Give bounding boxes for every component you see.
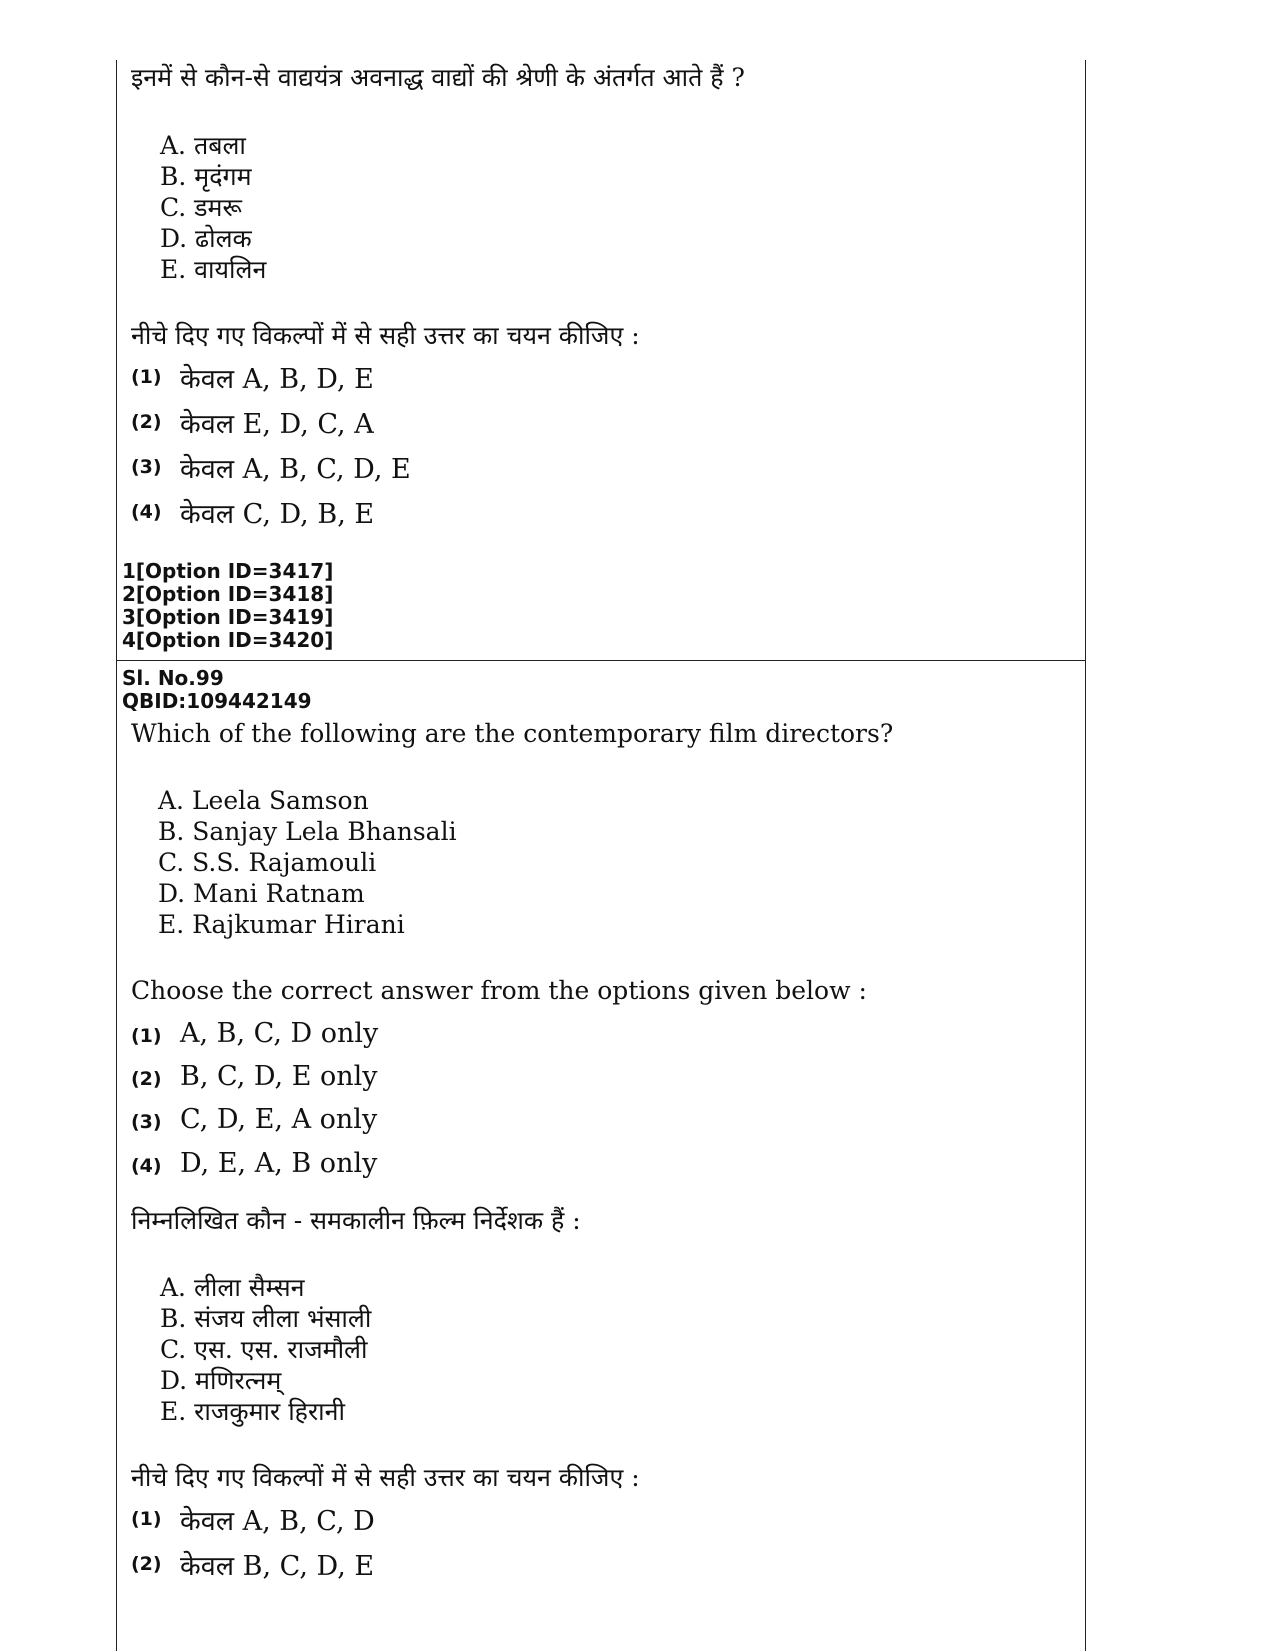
question-meta [122,667,312,713]
list-item: B. Sanjay Lela Bhansali [158,817,457,846]
option-number: (1) [131,366,162,388]
option-number: (1) [131,1508,162,1530]
option-number: (3) [131,456,162,478]
question-text-hindi: इनमें से कौन-से वाद्ययंत्र अवनाद्ध वाद्यों की श्रेणी के अंतर्गत आते हैं ? [131,63,745,92]
serial-number: Sl. No.99 [122,666,224,690]
list-item: A. तबला [160,131,246,160]
list-item: B. मृदंगम [160,162,252,191]
option-text[interactable]: केवल A, B, D, E [180,364,374,395]
option-text[interactable]: D, E, A, B only [180,1148,378,1179]
option-id-list [122,560,333,652]
option-number: (3) [131,1111,162,1133]
option-text[interactable]: केवल A, B, C, D [180,1506,375,1537]
list-item: E. Rajkumar Hirani [158,910,405,939]
option-id: 4[Option ID=3420] [122,628,334,652]
option-id: 3[Option ID=3419] [122,605,334,629]
option-number: (4) [131,1155,162,1177]
instruction-text: नीचे दिए गए विकल्पों में से सही उत्तर का चयन कीजिए : [131,1463,640,1492]
list-item: B. संजय लीला भंसाली [160,1304,372,1333]
option-text[interactable]: केवल B, C, D, E [180,1551,375,1582]
option-text[interactable]: केवल E, D, C, A [180,409,374,440]
option-number: (1) [131,1025,162,1047]
list-item: E. राजकुमार हिरानी [160,1397,345,1426]
question-text-english: Which of the following are the contemporary film directors? [131,719,894,748]
list-item: C. एस. एस. राजमौली [160,1335,368,1364]
instruction-text: Choose the correct answer from the options given below : [131,976,867,1005]
option-number: (2) [131,1068,162,1090]
option-number: (2) [131,411,162,433]
option-text[interactable]: B, C, D, E only [180,1061,378,1092]
list-item: A. लीला सैम्सन [160,1273,305,1302]
list-item: E. वायलिन [160,255,267,284]
qbid: QBID:109442149 [122,689,312,713]
option-text[interactable]: A, B, C, D only [180,1018,379,1049]
question-divider [116,660,1086,661]
option-text[interactable]: C, D, E, A only [180,1104,378,1135]
option-number: (2) [131,1553,162,1575]
option-id: 2[Option ID=3418] [122,582,334,606]
option-number: (4) [131,501,162,523]
question-text-hindi: निम्नलिखित कौन - समकालीन फ़िल्म निर्देशक हैं : [131,1206,581,1235]
list-item: D. ढोलक [160,224,252,253]
list-item: D. मणिरत्नम् [160,1366,282,1395]
instruction-text: नीचे दिए गए विकल्पों में से सही उत्तर का चयन कीजिए : [131,321,640,350]
list-item: D. Mani Ratnam [158,879,365,908]
list-item: C. डमरू [160,193,242,222]
option-id: 1[Option ID=3417] [122,559,334,583]
list-item: C. S.S. Rajamouli [158,848,377,877]
list-item: A. Leela Samson [158,786,369,815]
option-text[interactable]: केवल A, B, C, D, E [180,454,411,485]
option-text[interactable]: केवल C, D, B, E [180,499,375,530]
